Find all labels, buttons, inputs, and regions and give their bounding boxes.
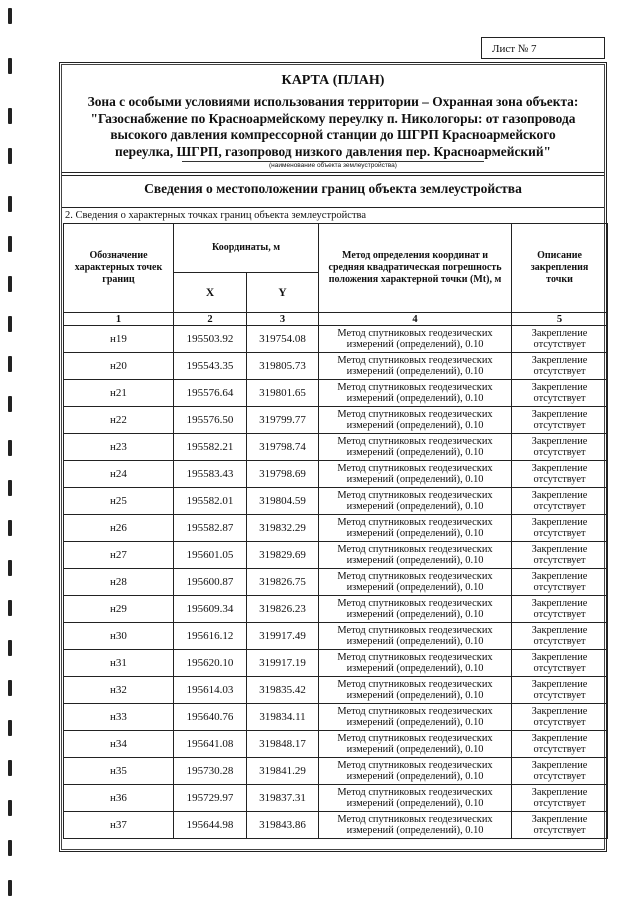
table-row [64, 731, 608, 758]
coordinate-x: 195640.76 [174, 704, 247, 731]
object-caption: (наименование объекта землеустройства) [269, 162, 397, 169]
inner-frame [61, 64, 605, 850]
method-text: Метод спутниковых геодезических [337, 813, 493, 825]
table-row [64, 434, 608, 461]
method-cell [319, 380, 512, 407]
coordinate-x: 195576.64 [174, 380, 247, 407]
description-text: Закрепление [531, 760, 588, 771]
coordinate-x: 195644.98 [174, 812, 247, 839]
table-row [64, 677, 608, 704]
method-text: Метод спутниковых геодезических [337, 786, 493, 798]
point-designation: н23 [64, 434, 174, 461]
description-text: отсутствует [533, 501, 586, 512]
coordinate-x: 195576.50 [174, 407, 247, 434]
description-text: Закрепление [531, 436, 588, 447]
coordinate-x: 195614.03 [174, 677, 247, 704]
method-text: Метод спутниковых геодезических [337, 462, 493, 474]
description-cell [512, 623, 608, 650]
method-cell [319, 569, 512, 596]
method-cell [319, 542, 512, 569]
method-cell [319, 785, 512, 812]
coordinate-y: 319805.73 [247, 353, 319, 380]
description-cell [512, 596, 608, 623]
method-text: измерений (определений), 0.10 [346, 825, 484, 836]
point-designation: н27 [64, 542, 174, 569]
binding-hole [8, 760, 12, 776]
description-text: Закрепление [531, 787, 588, 798]
column-number: 3 [247, 313, 319, 326]
coordinate-y: 319848.17 [247, 731, 319, 758]
point-designation: н33 [64, 704, 174, 731]
point-designation: н21 [64, 380, 174, 407]
point-designation: н19 [64, 326, 174, 353]
binding-holes [0, 0, 14, 905]
method-text: измерений (определений), 0.10 [346, 501, 484, 512]
description-text: отсутствует [533, 339, 586, 350]
coordinate-y: 319804.59 [247, 488, 319, 515]
method-cell [319, 731, 512, 758]
table-row [64, 515, 608, 542]
coordinate-x: 195641.08 [174, 731, 247, 758]
description-text: Закрепление [531, 571, 588, 582]
binding-hole [8, 560, 12, 576]
section-title: Сведения о местоположении границ объекта землеустройства [144, 181, 522, 196]
document-subtitle [68, 94, 598, 160]
binding-hole [8, 356, 12, 372]
method-cell [319, 812, 512, 839]
method-text: измерений (определений), 0.10 [346, 663, 484, 674]
description-text: Закрепление [531, 355, 588, 366]
method-text: Метод спутниковых геодезических [337, 489, 493, 501]
method-text: Метод спутниковых геодезических [337, 435, 493, 447]
point-designation: н32 [64, 677, 174, 704]
binding-hole [8, 880, 12, 896]
table-row [64, 623, 608, 650]
header-coordinates: Координаты, м [174, 224, 319, 273]
coordinate-y: 319826.23 [247, 596, 319, 623]
description-cell [512, 569, 608, 596]
point-designation: н29 [64, 596, 174, 623]
method-text: Метод спутниковых геодезических [337, 759, 493, 771]
description-text: Закрепление [531, 625, 588, 636]
method-cell [319, 515, 512, 542]
binding-hole [8, 316, 12, 332]
coordinate-y: 319826.75 [247, 569, 319, 596]
description-text: Закрепление [531, 382, 588, 393]
method-text: измерений (определений), 0.10 [346, 393, 484, 404]
method-text: Метод спутниковых геодезических [337, 354, 493, 366]
binding-hole [8, 276, 12, 292]
subtitle-line: высокого давления компрессорной станции до ШГРП Красноармейского [110, 127, 556, 142]
description-text: Закрепление [531, 517, 588, 528]
column-number: 4 [319, 313, 512, 326]
binding-hole [8, 236, 12, 252]
bottom-divider [63, 838, 603, 839]
method-text: Метод спутниковых геодезических [337, 543, 493, 555]
method-cell [319, 650, 512, 677]
point-designation: н36 [64, 785, 174, 812]
description-text: Закрепление [531, 814, 588, 825]
method-text: Метод спутниковых геодезических [337, 678, 493, 690]
table-row [64, 380, 608, 407]
description-cell [512, 434, 608, 461]
coordinate-x: 195582.21 [174, 434, 247, 461]
method-text: измерений (определений), 0.10 [346, 717, 484, 728]
coordinate-x: 195582.87 [174, 515, 247, 542]
method-cell [319, 677, 512, 704]
point-designation: н28 [64, 569, 174, 596]
coordinate-y: 319801.65 [247, 380, 319, 407]
description-cell [512, 731, 608, 758]
table-row [64, 758, 608, 785]
method-text: Метод спутниковых геодезических [337, 516, 493, 528]
coordinate-x: 195730.28 [174, 758, 247, 785]
binding-hole [8, 108, 12, 124]
method-cell [319, 488, 512, 515]
method-cell [319, 623, 512, 650]
divider [62, 207, 604, 208]
coordinate-y: 319841.29 [247, 758, 319, 785]
method-text: измерений (определений), 0.10 [346, 636, 484, 647]
method-text: Метод спутниковых геодезических [337, 381, 493, 393]
coordinate-x: 195503.92 [174, 326, 247, 353]
method-text: измерений (определений), 0.10 [346, 582, 484, 593]
description-text: отсутствует [533, 555, 586, 566]
description-cell [512, 488, 608, 515]
table-row [64, 407, 608, 434]
point-designation: н35 [64, 758, 174, 785]
table-row [64, 353, 608, 380]
description-text: отсутствует [533, 663, 586, 674]
description-text: Закрепление [531, 544, 588, 555]
header-designation: Обозначение характерных точек границ [64, 224, 174, 313]
description-cell [512, 785, 608, 812]
method-text: измерений (определений), 0.10 [346, 447, 484, 458]
binding-hole [8, 640, 12, 656]
table-row [64, 596, 608, 623]
binding-hole [8, 396, 12, 412]
description-text: отсутствует [533, 474, 586, 485]
method-text: Метод спутниковых геодезических [337, 597, 493, 609]
header-x: X [174, 273, 247, 313]
description-cell [512, 650, 608, 677]
method-cell [319, 326, 512, 353]
description-text: Закрепление [531, 598, 588, 609]
coordinate-x: 195600.87 [174, 569, 247, 596]
document-title: КАРТА (ПЛАН) [281, 73, 385, 88]
point-designation: н30 [64, 623, 174, 650]
coordinate-x: 195601.05 [174, 542, 247, 569]
table-row [64, 326, 608, 353]
column-number: 2 [174, 313, 247, 326]
table-row [64, 785, 608, 812]
coordinate-x: 195582.01 [174, 488, 247, 515]
description-text: отсутствует [533, 771, 586, 782]
description-cell [512, 677, 608, 704]
divider [62, 175, 604, 176]
description-text: Закрепление [531, 490, 588, 501]
description-cell [512, 353, 608, 380]
method-text: измерений (определений), 0.10 [346, 474, 484, 485]
description-text: Закрепление [531, 706, 588, 717]
description-text: Закрепление [531, 733, 588, 744]
binding-hole [8, 800, 12, 816]
header-description: Описание закрепления точки [512, 224, 608, 313]
header-y: Y [247, 273, 319, 313]
coordinate-y: 319754.08 [247, 326, 319, 353]
table-row [64, 650, 608, 677]
method-text: измерений (определений), 0.10 [346, 555, 484, 566]
table-row [64, 569, 608, 596]
column-number: 5 [512, 313, 608, 326]
binding-hole [8, 600, 12, 616]
coordinate-y: 319917.49 [247, 623, 319, 650]
method-text: измерений (определений), 0.10 [346, 366, 484, 377]
coordinate-y: 319829.69 [247, 542, 319, 569]
coordinate-y: 319798.74 [247, 434, 319, 461]
description-text: Закрепление [531, 409, 588, 420]
binding-hole [8, 680, 12, 696]
description-cell [512, 515, 608, 542]
description-text: отсутствует [533, 825, 586, 836]
binding-hole [8, 196, 12, 212]
table-row [64, 812, 608, 839]
coordinate-x: 195609.34 [174, 596, 247, 623]
description-text: отсутствует [533, 447, 586, 458]
method-text: измерений (определений), 0.10 [346, 609, 484, 620]
method-cell [319, 758, 512, 785]
table-row [64, 542, 608, 569]
description-text: отсутствует [533, 609, 586, 620]
description-cell [512, 812, 608, 839]
method-text: Метод спутниковых геодезических [337, 732, 493, 744]
coordinate-x: 195729.97 [174, 785, 247, 812]
coordinate-x: 195543.35 [174, 353, 247, 380]
description-text: отсутствует [533, 798, 586, 809]
description-text: отсутствует [533, 366, 586, 377]
coordinate-y: 319837.31 [247, 785, 319, 812]
divider [62, 172, 604, 173]
method-text: измерений (определений), 0.10 [346, 420, 484, 431]
method-text: измерений (определений), 0.10 [346, 339, 484, 350]
subsection-title: 2. Сведения о характерных точках границ объекта землеустройства [65, 210, 367, 221]
binding-hole [8, 440, 12, 456]
method-text: измерений (определений), 0.10 [346, 798, 484, 809]
method-text: Метод спутниковых геодезических [337, 408, 493, 420]
coordinate-x: 195620.10 [174, 650, 247, 677]
document-frame [59, 62, 607, 852]
point-designation: н25 [64, 488, 174, 515]
method-cell [319, 434, 512, 461]
method-text: Метод спутниковых геодезических [337, 624, 493, 636]
description-text: Закрепление [531, 328, 588, 339]
binding-hole [8, 840, 12, 856]
method-text: Метод спутниковых геодезических [337, 705, 493, 717]
binding-hole [8, 520, 12, 536]
method-cell [319, 407, 512, 434]
method-text: измерений (определений), 0.10 [346, 744, 484, 755]
method-text: Метод спутниковых геодезических [337, 570, 493, 582]
coordinate-y: 319798.69 [247, 461, 319, 488]
sheet-number-label: Лист № 7 [481, 37, 605, 59]
method-cell [319, 353, 512, 380]
subtitle-line: Зона с особыми условиями использования территории – Охранная зона объекта: [87, 94, 579, 109]
description-text: отсутствует [533, 690, 586, 701]
point-designation: н22 [64, 407, 174, 434]
description-text: отсутствует [533, 420, 586, 431]
description-cell [512, 380, 608, 407]
binding-hole [8, 8, 12, 24]
method-cell [319, 704, 512, 731]
point-designation: н37 [64, 812, 174, 839]
description-text: отсутствует [533, 582, 586, 593]
binding-hole [8, 58, 12, 74]
point-designation: н34 [64, 731, 174, 758]
coordinate-y: 319834.11 [247, 704, 319, 731]
header-method: Метод определения координат и средняя квадратическая погрешность положения характерной точки (Mt), м [319, 224, 512, 313]
table-row [64, 461, 608, 488]
description-cell [512, 461, 608, 488]
method-text: Метод спутниковых геодезических [337, 651, 493, 663]
point-designation: н31 [64, 650, 174, 677]
description-text: отсутствует [533, 528, 586, 539]
description-cell [512, 542, 608, 569]
table-row [64, 488, 608, 515]
description-cell [512, 704, 608, 731]
method-cell [319, 461, 512, 488]
binding-hole [8, 720, 12, 736]
description-text: отсутствует [533, 744, 586, 755]
coordinate-y: 319799.77 [247, 407, 319, 434]
description-text: отсутствует [533, 636, 586, 647]
description-text: Закрепление [531, 652, 588, 663]
column-number: 1 [64, 313, 174, 326]
description-text: Закрепление [531, 463, 588, 474]
description-cell [512, 407, 608, 434]
coordinate-y: 319843.86 [247, 812, 319, 839]
coordinate-y: 319832.29 [247, 515, 319, 542]
description-text: отсутствует [533, 717, 586, 728]
description-text: отсутствует [533, 393, 586, 404]
description-cell [512, 758, 608, 785]
coordinate-y: 319835.42 [247, 677, 319, 704]
coordinate-x: 195616.12 [174, 623, 247, 650]
method-text: Метод спутниковых геодезических [337, 327, 493, 339]
point-designation: н26 [64, 515, 174, 542]
method-text: измерений (определений), 0.10 [346, 528, 484, 539]
description-cell [512, 326, 608, 353]
coordinate-y: 319917.19 [247, 650, 319, 677]
method-text: измерений (определений), 0.10 [346, 690, 484, 701]
point-designation: н20 [64, 353, 174, 380]
subtitle-line: "Газоснабжение по Красноармейскому переулку п. Никологоры: от газопровода [90, 110, 576, 126]
method-cell [319, 596, 512, 623]
binding-hole [8, 148, 12, 164]
method-text: измерений (определений), 0.10 [346, 771, 484, 782]
binding-hole [8, 480, 12, 496]
points-table [63, 223, 608, 839]
table-row [64, 704, 608, 731]
subtitle-line: переулка, ШГРП, газопровод низкого давления пер. Красноармейский" [115, 143, 551, 159]
point-designation: н24 [64, 461, 174, 488]
coordinate-x: 195583.43 [174, 461, 247, 488]
description-text: Закрепление [531, 679, 588, 690]
